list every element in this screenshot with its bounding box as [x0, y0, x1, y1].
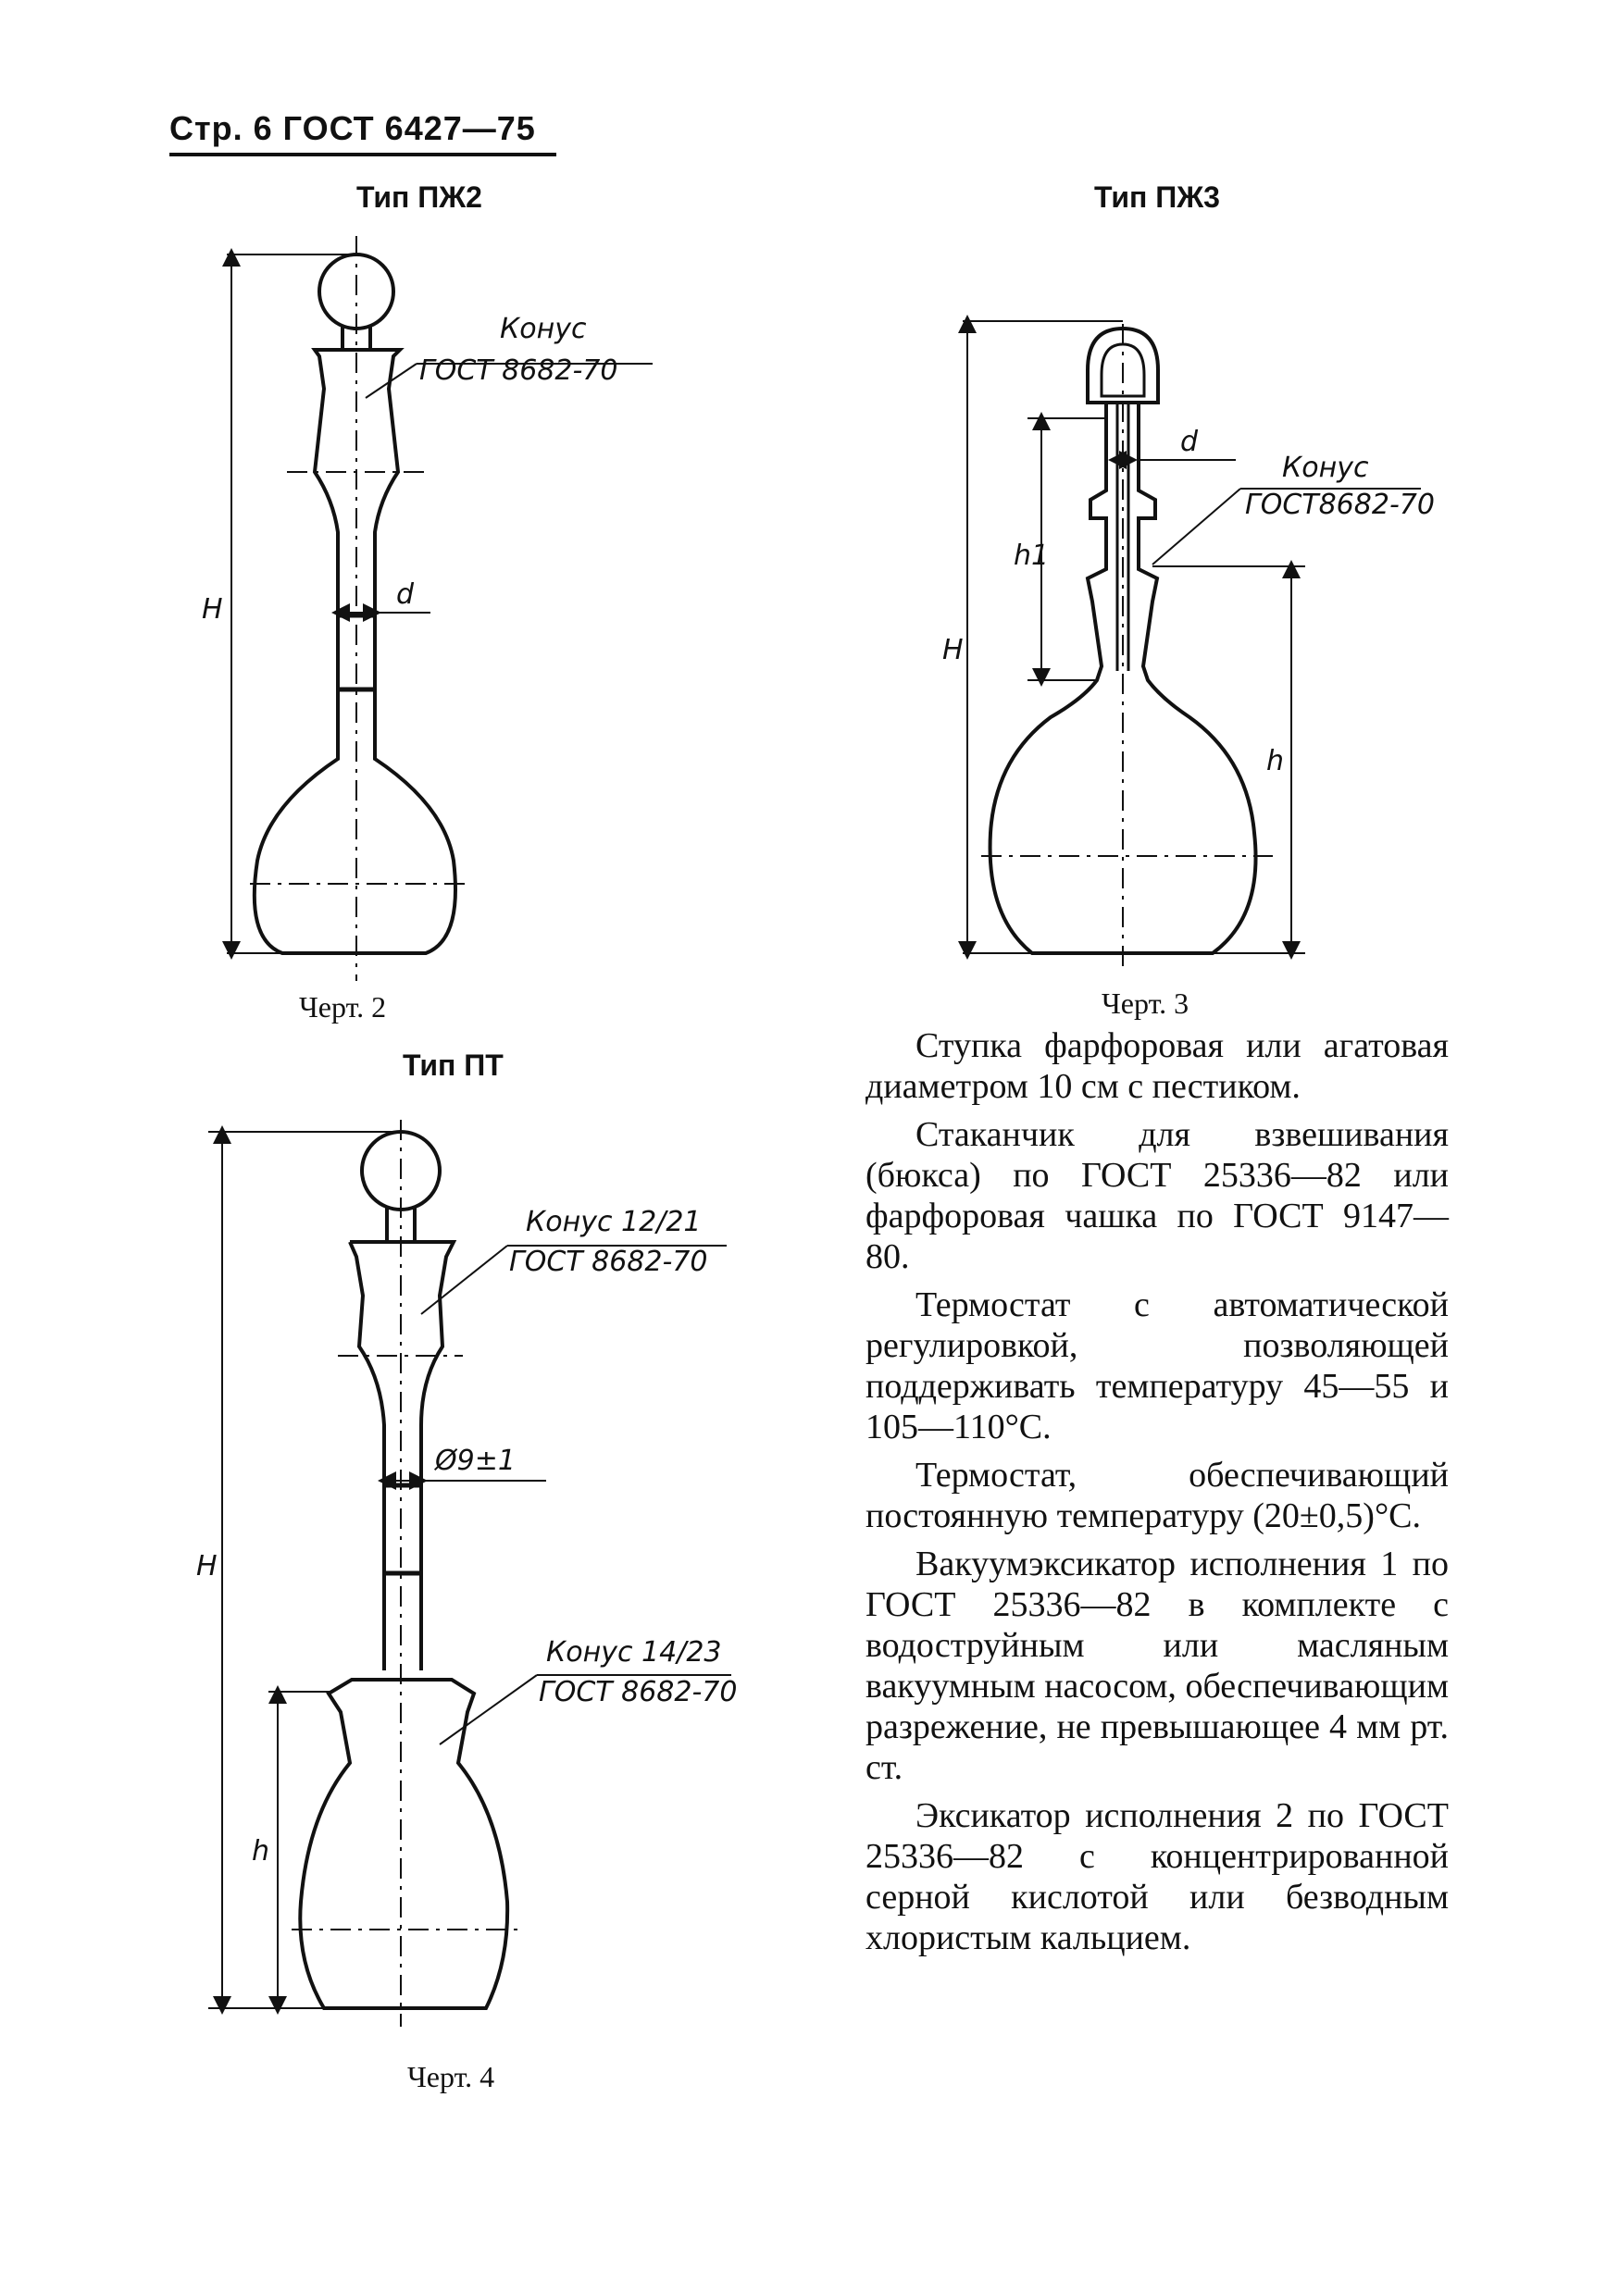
fig3-caption: Черт. 3 [1102, 987, 1189, 1020]
equipment-text [866, 1025, 1449, 1958]
fig4-cone1-std: ГОСТ 8682-70 [509, 1246, 708, 1278]
fig2-cone-std: ГОСТ 8682-70 [419, 354, 618, 387]
fig3-h1-label: h1 [1014, 540, 1050, 572]
fig4-dimension-h [268, 1692, 333, 2005]
fig3-cone-std: ГОСТ8682-70 [1245, 489, 1435, 521]
paragraph: Термостат с автоматической регулировкой, позволяющей поддерживать температуру 45—55 и 105—110°C. [866, 1285, 1449, 1446]
fig2-title: Тип ПЖ2 [356, 180, 482, 214]
fig2-neck [255, 350, 455, 953]
fig3-H-label: H [942, 634, 964, 666]
paragraph: Ступка фарфоровая или агатовая диаметром 10 см с пестиком. [866, 1026, 1449, 1106]
fig4-cone1-label: Конус 12/21 [526, 1206, 702, 1238]
paragraph: Эксикатор исполнения 2 по ГОСТ 25336—82 с концентрированной серной кислотой или безводным хлористым кальцием. [866, 1796, 1449, 1957]
fig4-caption: Черт. 4 [407, 2060, 495, 2093]
fig2-centerlines [250, 236, 467, 981]
paragraph: Вакуумэксикатор исполнения 1 по ГОСТ 25336—82 в комплекте с водоструйным или масляным вакуумным насосом, обеспечивающим разрежение, не превышающее 4 мм рт. ст. [866, 1545, 1449, 1787]
fig4-diam-label: Ø9±1 [435, 1445, 516, 1477]
paragraph: Стаканчик для взвешивания (бюкса) по ГОСТ 25336—82 или фарфоровая чашка по ГОСТ 9147—80. [866, 1115, 1449, 1276]
fig4-band [384, 1485, 421, 1573]
fig2-d-label: d [396, 578, 415, 611]
fig4-cone2-label: Конус 14/23 [546, 1636, 722, 1669]
page-header: Стр. 6 ГОСТ 6427—75 [169, 109, 536, 147]
paragraph: Термостат, обеспечивающий постоянную температуру (20±0,5)°C. [866, 1456, 1449, 1535]
fig3-h-label: h [1266, 745, 1285, 777]
fig3-title: Тип ПЖ3 [1094, 180, 1220, 214]
fig4-lower-joint [300, 1680, 507, 2008]
fig3-d-label: d [1180, 426, 1199, 458]
fig2-caption: Черт. 2 [299, 990, 387, 1024]
flask-pt [300, 1132, 507, 2008]
fig3-cone-label: Конус [1282, 452, 1369, 484]
fig4-cone2-std: ГОСТ 8682-70 [539, 1676, 738, 1708]
fig4-title: Тип ПТ [403, 1049, 504, 1082]
fig2-cone-label: Конус [500, 313, 587, 345]
fig2-H-label: H [202, 593, 223, 626]
fig4-h-label: h [252, 1835, 270, 1868]
fig4-H-label: H [196, 1550, 218, 1582]
